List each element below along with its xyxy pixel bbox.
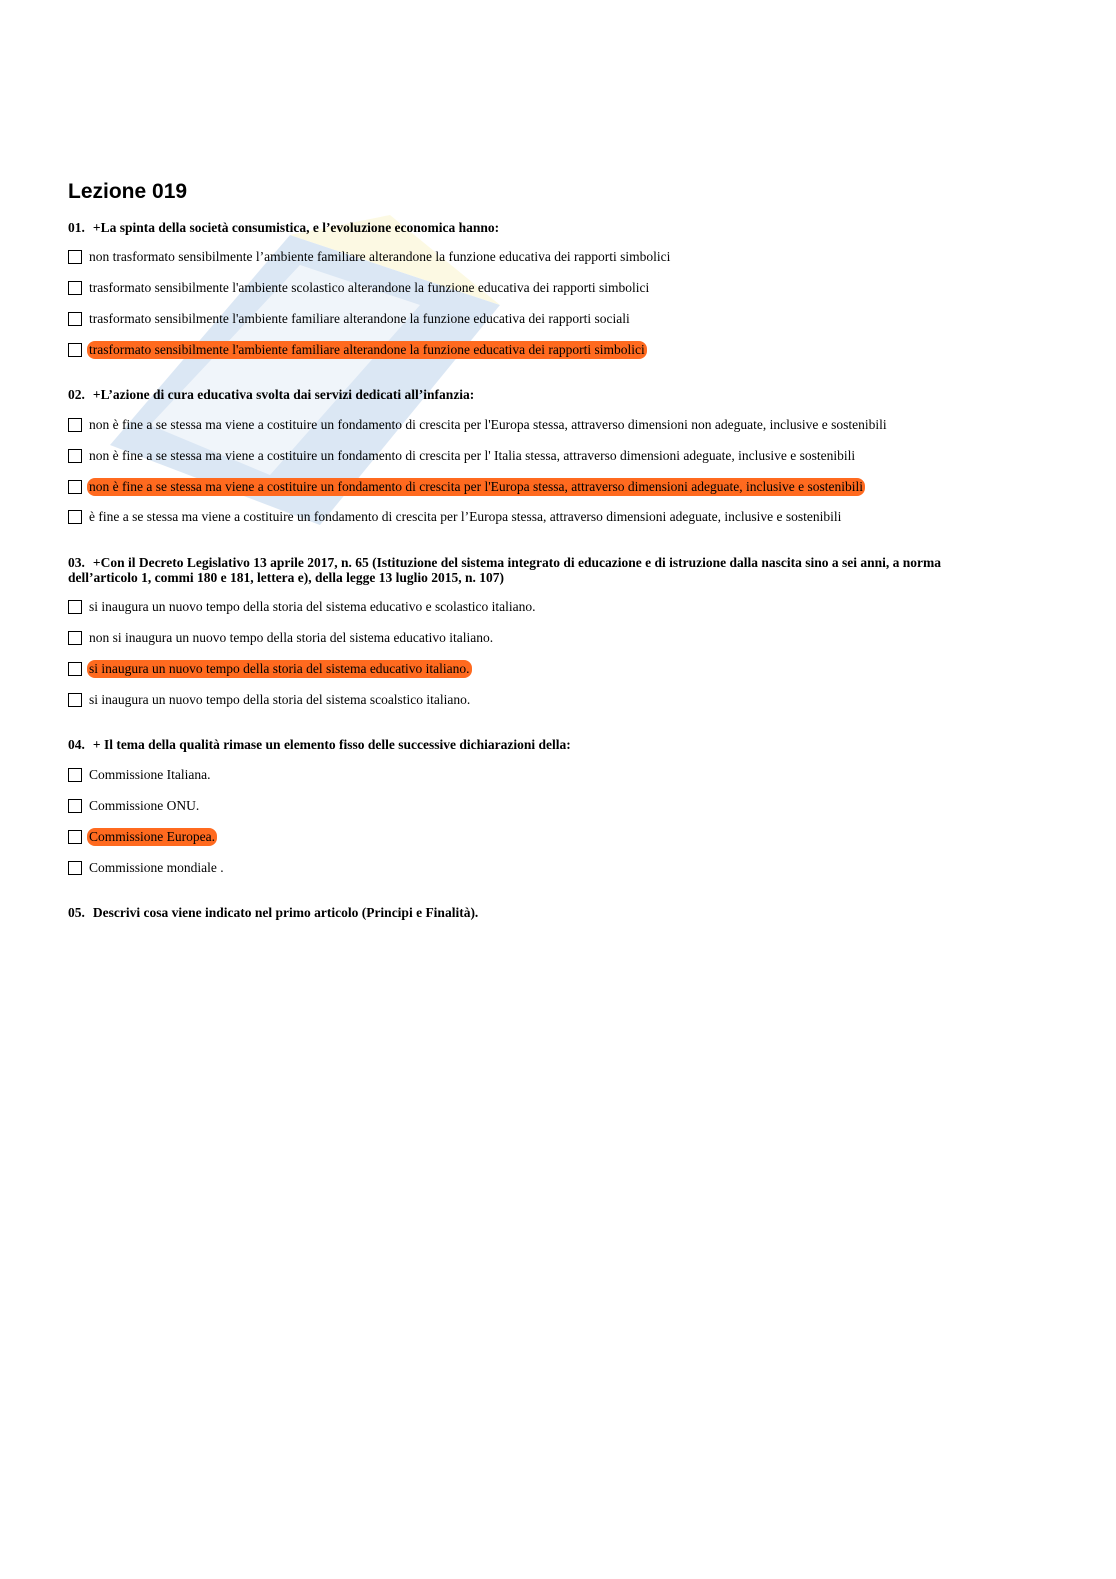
option-q1-c[interactable] [68,309,632,329]
option-text: Commissione Italiana. [89,767,211,782]
checkbox[interactable] [68,861,82,875]
lesson-title: Lezione 019 [68,180,188,203]
option-text-highlighted: si inaugura un nuovo tempo della storia del sistema educativo italiano. [89,661,470,676]
option-q1-d-correct[interactable] [68,340,647,360]
question-text: +La spinta della società consumistica, e l’evoluzione economica hanno: [92,220,500,235]
question-text: +L’azione di cura educativa svolta dai servizi dedicati all’infanzia: [92,387,475,402]
option-text-highlighted: non è fine a se stessa ma viene a costituire un fondamento di crescita per l'Europa stessa, attraverso dimensioni adeguate, inclusive e sostenibili [89,479,863,494]
question-01 [68,220,998,235]
option-text: Commissione ONU. [89,798,200,813]
question-number: 01. [68,220,85,235]
option-text: Commissione mondiale . [89,860,224,875]
question-04 [68,737,998,752]
option-q4-b[interactable] [68,796,201,816]
option-q2-a[interactable] [68,415,889,435]
option-q1-b[interactable] [68,278,651,298]
option-q3-a[interactable] [68,597,538,617]
checkbox[interactable] [68,449,82,463]
option-text: trasformato sensibilmente l'ambiente scolastico alterandone la funzione educativa dei rapporti simbolici [89,280,650,295]
option-text: non trasformato sensibilmente l’ambiente familiare alterandone la funzione educativa dei rapporti simbolici [89,249,671,264]
option-q4-a[interactable] [68,765,212,785]
option-text-highlighted: Commissione Europea. [89,829,215,844]
checkbox[interactable] [68,480,82,494]
checkbox[interactable] [68,693,82,707]
option-q3-b[interactable] [68,628,495,648]
question-number: 04. [68,737,85,752]
option-text: trasformato sensibilmente l'ambiente familiare alterandone la funzione educativa dei rapporti sociali [89,311,630,326]
question-text: +Con il Decreto Legislativo 13 aprile 2017, n. 65 (Istituzione del sistema integrato di educazione e di istruzione dalla nascita sino a sei anni, a norma dell’articolo 1, commi 180 e 181, lettera e), della legge 13 luglio 2015, n. 107) [68,555,942,585]
checkbox[interactable] [68,343,82,357]
question-number: 02. [68,387,85,402]
checkbox[interactable] [68,600,82,614]
option-q4-c-correct[interactable] [68,827,217,847]
checkbox[interactable] [68,418,82,432]
option-q2-d[interactable] [68,507,843,527]
option-q3-c-correct[interactable] [68,659,472,679]
question-05 [68,905,998,920]
question-text: + Il tema della qualità rimase un elemento fisso delle successive dichiarazioni della: [92,737,571,752]
question-text: Descrivi cosa viene indicato nel primo articolo (Principi e Finalità). [92,905,479,920]
option-q2-c-correct[interactable] [68,477,865,497]
checkbox[interactable] [68,631,82,645]
option-q4-d[interactable] [68,858,226,878]
option-q3-d[interactable] [68,690,472,710]
checkbox[interactable] [68,312,82,326]
option-text-highlighted: trasformato sensibilmente l'ambiente familiare alterandone la funzione educativa dei rapporti simbolici [89,342,645,357]
option-q2-b[interactable] [68,446,857,466]
option-text: non è fine a se stessa ma viene a costituire un fondamento di crescita per l' Italia stessa, attraverso dimensioni adeguate, inclusive e sostenibili [89,448,856,463]
question-number: 05. [68,905,85,920]
question-02 [68,387,998,402]
checkbox[interactable] [68,662,82,676]
question-03 [68,555,998,585]
checkbox[interactable] [68,799,82,813]
question-number: 03. [68,555,85,570]
checkbox[interactable] [68,250,82,264]
checkbox[interactable] [68,510,82,524]
checkbox[interactable] [68,768,82,782]
option-text: è fine a se stessa ma viene a costituire un fondamento di crescita per l’Europa stessa, attraverso dimensioni adeguate, inclusive e sostenibili [89,509,842,524]
option-text: non è fine a se stessa ma viene a costituire un fondamento di crescita per l'Europa stessa, attraverso dimensioni non adeguate, inclusive e sostenibili [89,417,887,432]
checkbox[interactable] [68,830,82,844]
option-text: si inaugura un nuovo tempo della storia del sistema scoalstico italiano. [89,692,471,707]
option-text: non si inaugura un nuovo tempo della storia del sistema educativo italiano. [89,630,494,645]
option-q1-a[interactable] [68,247,672,267]
checkbox[interactable] [68,281,82,295]
option-text: si inaugura un nuovo tempo della storia del sistema educativo e scolastico italiano. [89,599,536,614]
